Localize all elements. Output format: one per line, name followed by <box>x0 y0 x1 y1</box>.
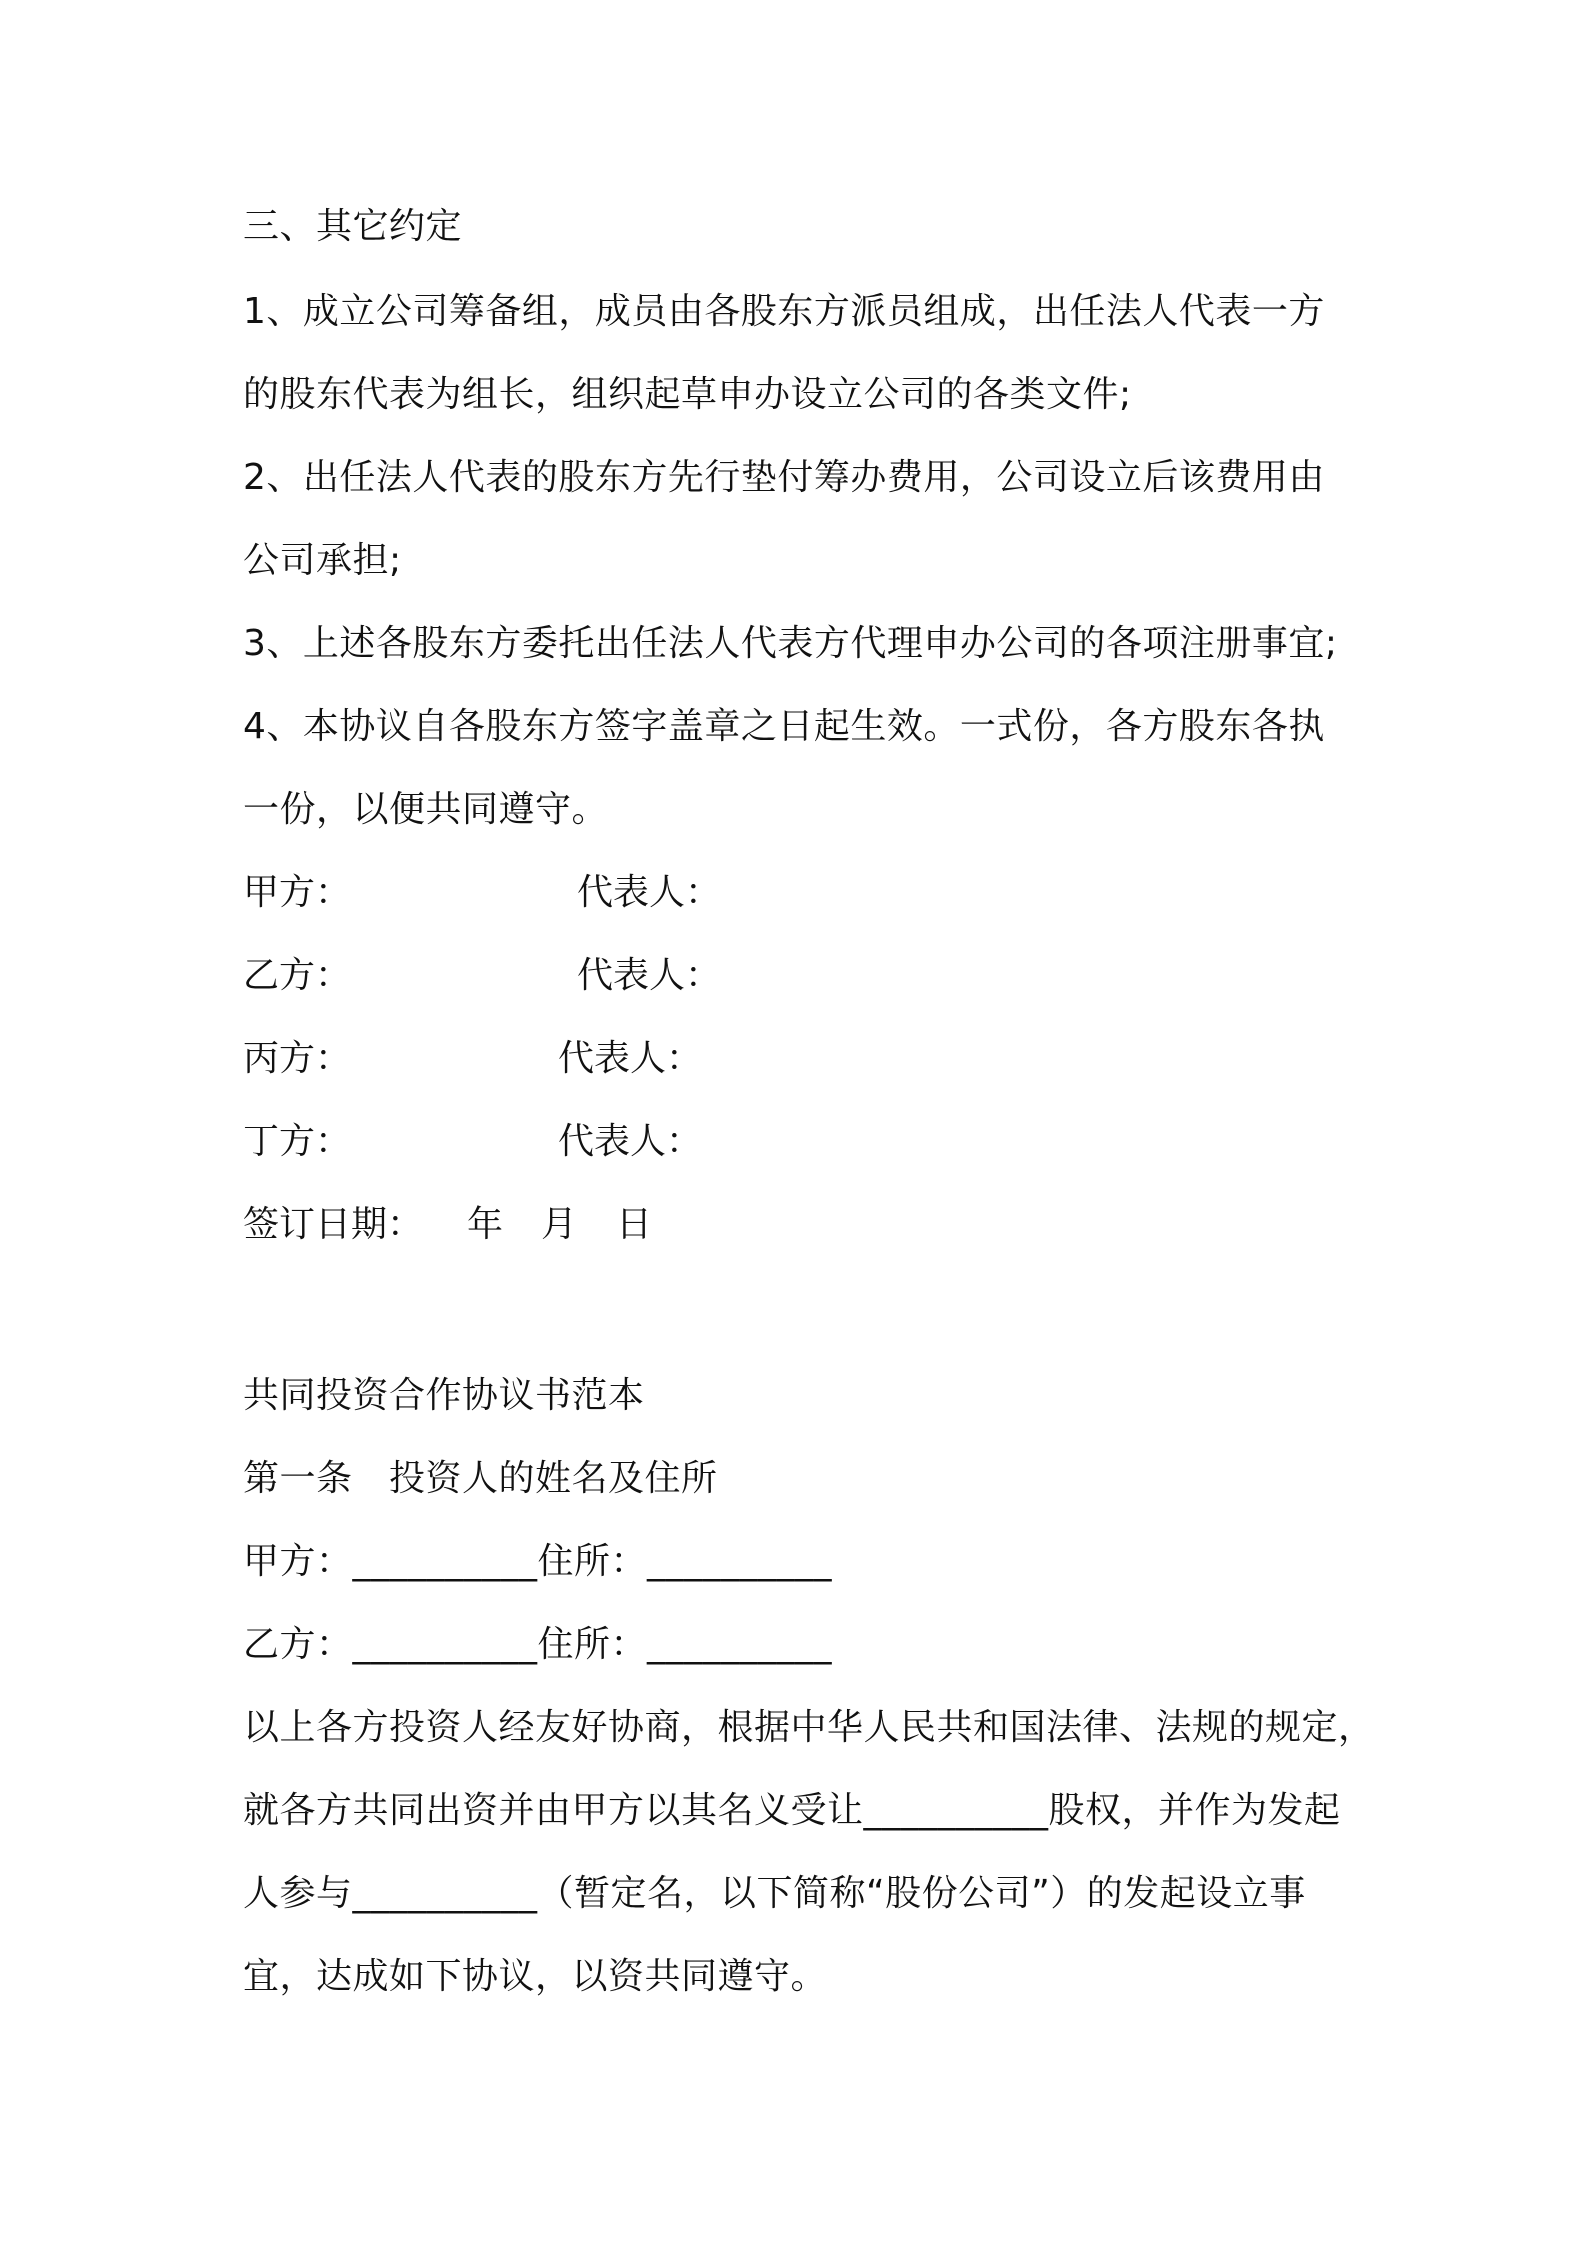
representative-label: 代表人： <box>558 1121 703 1162</box>
signing-date-row <box>243 1201 653 1249</box>
date-month: 月 <box>541 1204 578 1245</box>
party-label: 丁方： <box>243 1121 352 1162</box>
signature-row-c <box>243 1035 703 1083</box>
clause-2-line-1: 2、出任法人代表的股东方先行垫付筹办费用，公司设立后该费用由 <box>243 457 1325 498</box>
party-b-address-line: 乙方：__________住所：__________ <box>243 1624 833 1665</box>
signature-row-b <box>243 952 722 1000</box>
clause-3-line-1: 3、上述各股东方委托出任法人代表方代理申办公司的各项注册事宜; <box>243 623 1338 664</box>
party-label: 乙方： <box>243 955 352 996</box>
clause-1-line-2: 的股东代表为组长，组织起草申办设立公司的各类文件; <box>243 374 1132 415</box>
clause-4-line-2: 一份，以便共同遵守。 <box>243 789 609 830</box>
signature-row-a <box>243 869 722 917</box>
template-title: 共同投资合作协议书范本 <box>243 1375 645 1416</box>
agreement-paragraph-line-2: 就各方共同出资并由甲方以其名义受让__________股权，并作为发起 <box>243 1790 1341 1831</box>
date-day: 日 <box>616 1204 653 1245</box>
date-year: 年 <box>467 1204 504 1245</box>
representative-label: 代表人： <box>577 872 722 913</box>
representative-label: 代表人： <box>577 955 722 996</box>
party-label: 甲方： <box>243 872 352 913</box>
agreement-paragraph-line-4: 宜，达成如下协议，以资共同遵守。 <box>243 1956 828 1997</box>
clause-1-line-1: 1、成立公司筹备组，成员由各股东方派员组成，出任法人代表一方 <box>243 291 1325 332</box>
clause-4-line-1: 4、本协议自各股东方签字盖章之日起生效。一式份，各方股东各执 <box>243 706 1325 747</box>
section-heading: 三、其它约定 <box>243 206 463 247</box>
representative-label: 代表人： <box>558 1038 703 1079</box>
article-1-heading: 第一条 投资人的姓名及住所 <box>243 1458 718 1499</box>
party-a-address-line: 甲方：__________住所：__________ <box>243 1541 833 1582</box>
party-label: 丙方： <box>243 1038 352 1079</box>
clause-2-line-2: 公司承担; <box>243 540 402 581</box>
signature-row-d <box>243 1118 703 1166</box>
agreement-paragraph-line-3: 人参与__________（暂定名，以下简称“股份公司”）的发起设立事 <box>243 1873 1306 1914</box>
agreement-paragraph-line-1: 以上各方投资人经友好协商，根据中华人民共和国法律、法规的规定， <box>243 1707 1375 1748</box>
signing-date-label: 签订日期： <box>243 1204 424 1245</box>
